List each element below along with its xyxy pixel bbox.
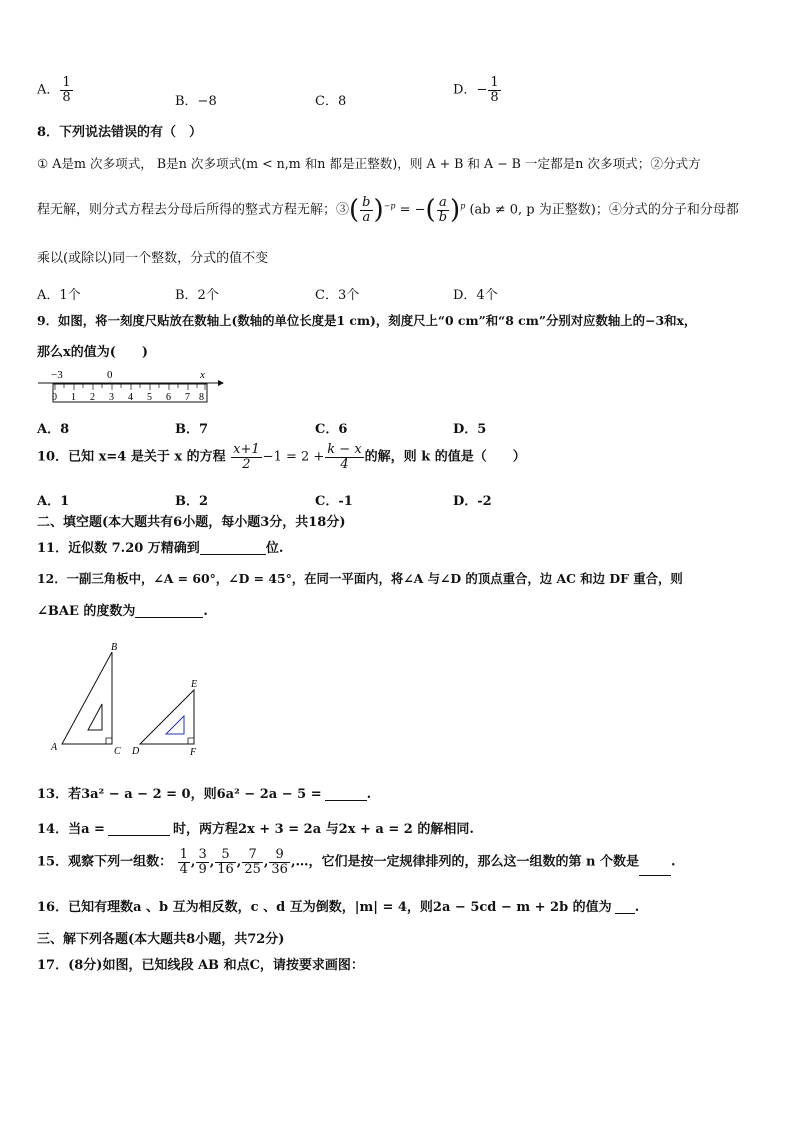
q11-question <box>37 542 283 555</box>
q8-fraction-b-over-a <box>360 196 372 224</box>
q10-option-b: B．2 <box>175 494 209 509</box>
q10-text-b: 的解，则 k 的值是（ ） <box>364 449 526 465</box>
q8-line2-text-a: 程无解，则分式方程去分母后所得的整式方程无解；③ <box>37 202 350 218</box>
q10-option-d: D．-2 <box>453 494 492 509</box>
fraction-denominator: 9 <box>198 861 207 877</box>
q9-option-b: B．7 <box>175 422 209 437</box>
q7-option-d-label: D． <box>453 82 477 98</box>
ruler-label: 4 <box>128 392 133 403</box>
fraction-denominator: a <box>362 209 371 225</box>
fraction-numerator: k − x <box>327 442 362 457</box>
ruler-label: 0 <box>52 392 57 403</box>
fraction-denominator: 8 <box>62 89 71 105</box>
triangle-set-figure <box>48 640 218 758</box>
q8-line2-text-b: (ab ≠ 0, p 为正整数)；④分式的分子和分母都 <box>469 202 739 218</box>
number-line-arrow <box>218 380 224 386</box>
q10-text-a: 10．已知 x=4 是关于 x 的方程 <box>37 449 226 465</box>
fraction-denominator: b <box>438 209 448 225</box>
q12-line2 <box>37 605 208 618</box>
q15-fraction <box>196 848 208 876</box>
axis-label-zero: 0 <box>107 369 113 381</box>
answer-blank[interactable] <box>108 823 170 836</box>
q14-question <box>37 823 474 836</box>
q11-text-a: 11．近似数 7.20 万精确到 <box>37 541 200 556</box>
q16-text-a: 16．已知有理数a 、b 互为相反数，c 、d 互为倒数，|m| = 4，则2a − 5cd − m + 2b 的值为 <box>37 900 612 915</box>
fraction-numerator: 5 <box>215 848 236 863</box>
section-3-heading: 三、解下列各题(本大题共8小题，共72分) <box>37 932 285 947</box>
q12-text-b: . <box>203 604 208 619</box>
fraction-denominator: 36 <box>271 861 288 877</box>
q10-option-c: C．-1 <box>315 494 353 509</box>
q9-option-d: D．5 <box>453 422 487 437</box>
fraction-numerator: x+1 <box>233 442 260 457</box>
q9-option-a: A．8 <box>37 422 70 437</box>
q9-option-c: C．6 <box>315 422 348 437</box>
right-angle-c <box>106 738 112 744</box>
ruler-label: 1 <box>71 392 76 403</box>
label-a: A <box>51 742 58 753</box>
q17-question: 17．(8分)如图，已知线段 AB 和点C，请按要求画图： <box>37 958 364 973</box>
q10-fraction-2 <box>325 443 363 471</box>
axis-label-neg3: −3 <box>51 369 63 381</box>
exponent-neg-p: −p <box>383 201 396 211</box>
q8-option-d: D．4个 <box>453 288 498 303</box>
q15-fraction <box>178 848 190 876</box>
fraction-denominator: 16 <box>217 861 234 877</box>
fraction-numerator: b <box>362 195 371 210</box>
q8-fraction-a-over-b <box>437 196 449 224</box>
q12-line1: 12．一副三角板中，∠A = 60°，∠D = 45°，在同一平面内，将∠A 与∠D 的顶点重合，边 AC 和边 DF 重合，则 <box>37 571 683 586</box>
section-2-heading: 二、填空题(本大题共有6小题，每小题3分，共18分) <box>37 515 346 530</box>
triangle-abc <box>62 652 112 744</box>
q8-statement-line1: ① A是m 次多项式， B是n 次多项式(m < n,m 和n 都是正整数)，则 A + B 和 A − B 一定都是n 次多项式；②分式方 <box>37 156 701 171</box>
q7-option-b: B．−8 <box>175 94 217 109</box>
q13-text-b: . <box>366 787 372 802</box>
q15-question: 15．观察下列一组数： $\frac{1}{4}$ , $\frac{3}{9}$ , $\frac{5}{16}$ , $\frac{7}{25}$ , $\frac{9}{36}$ ,…，它们是按一定规律排列的，那么这一组数的第 n 个数是 . <box>37 847 676 877</box>
fraction-numerator: 9 <box>269 848 290 863</box>
right-angle-f <box>188 738 194 744</box>
fraction-numerator: 3 <box>198 847 207 862</box>
answer-blank[interactable] <box>639 863 671 876</box>
ruler-label: 3 <box>109 392 114 403</box>
q15-fraction <box>242 848 263 876</box>
q7-option-a-fraction <box>60 76 72 104</box>
q11-text-b: 位. <box>265 541 284 556</box>
label-d: D <box>132 746 140 757</box>
q8-statement-line2 <box>37 196 739 224</box>
q9-line1: 9．如图，将一刻度尺贴放在数轴上(数轴的单位长度是1 cm)，刻度尺上“0 cm”和“8 cm”分别对应数轴上的−3和x， <box>37 313 697 328</box>
q7-option-d <box>453 76 502 104</box>
q8-title: 8．下列说法错误的有（ ） <box>37 125 203 140</box>
q12-text-a: ∠BAE 的度数为 <box>37 604 136 619</box>
q8-statement-line3: 乘以(或除以)同一个整数，分式的值不变 <box>37 251 269 266</box>
q10-option-a: A．1 <box>37 494 70 509</box>
q14-text-a: 14．当a = <box>37 822 105 837</box>
left-paren: ( <box>425 195 436 226</box>
fraction-denominator: 4 <box>340 456 349 472</box>
q16-question <box>37 901 639 914</box>
axis-label-x: x <box>200 369 205 381</box>
exponent-p: p <box>460 201 466 211</box>
q10-question <box>37 443 526 471</box>
left-paren: ( <box>349 195 360 226</box>
label-c: C <box>114 746 121 757</box>
ruler-label: 7 <box>185 392 190 403</box>
q13-question <box>37 788 371 801</box>
q10-middle: −1 = 2 + <box>262 449 325 465</box>
ruler-label: 6 <box>166 392 171 403</box>
q15-text-c: . <box>670 854 676 870</box>
q8-option-c: C．3个 <box>315 288 360 303</box>
ruler-label: 5 <box>147 392 152 403</box>
q15-text-a: 15．观察下列一组数： <box>37 854 173 870</box>
q10-fraction-1 <box>231 443 262 471</box>
fraction-numerator: 7 <box>242 848 263 863</box>
triangle-def <box>140 690 194 744</box>
fraction-numerator: 1 <box>490 75 499 90</box>
q15-fraction <box>215 848 236 876</box>
fraction-numerator: a <box>437 196 449 211</box>
ruler-label: 8 <box>199 392 204 403</box>
label-b: B <box>111 642 118 653</box>
q15-text-b: ,…，它们是按一定规律排列的，那么这一组数的第 n 个数是 <box>290 854 639 870</box>
q8-option-a: A．1个 <box>37 288 81 303</box>
label-f: F <box>190 747 197 758</box>
answer-blank[interactable] <box>135 605 203 618</box>
answer-blank[interactable] <box>200 542 266 555</box>
ruler-label: 2 <box>90 392 95 403</box>
answer-blank[interactable] <box>615 901 635 914</box>
q13-text-a: 13．若3a² − a − 2 = 0，则6a² − 2a − 5 = <box>37 787 322 802</box>
q9-line2: 那么x的值为( ) <box>37 345 149 360</box>
triangle-abc-inner <box>88 704 102 730</box>
right-paren: ) <box>373 195 384 226</box>
triangle-def-inner <box>166 716 184 734</box>
label-e: E <box>191 679 198 690</box>
right-paren: ) <box>450 195 461 226</box>
q16-text-b: . <box>634 900 640 915</box>
q14-text-b: 时，两方程2x + 3 = 2a 与2x + a = 2 的解相同. <box>172 822 474 837</box>
ruler-number-line-figure <box>36 366 236 406</box>
fraction-denominator: 25 <box>244 861 261 877</box>
answer-blank[interactable] <box>325 788 367 801</box>
q7-option-d-sign: − <box>476 82 488 98</box>
q15-fraction <box>269 848 290 876</box>
q7-option-a-label: A． <box>37 82 60 98</box>
q8-option-b: B．2个 <box>175 288 219 303</box>
fraction-denominator: 2 <box>242 456 251 472</box>
q8-equals-neg: = − <box>399 202 426 218</box>
q7-option-c: C．8 <box>315 94 347 109</box>
fraction-denominator: 4 <box>179 861 188 877</box>
fraction-numerator: 1 <box>62 75 71 90</box>
q7-option-a <box>37 76 74 104</box>
fraction-numerator: 1 <box>179 847 188 862</box>
fraction-denominator: 8 <box>490 89 499 105</box>
q7-option-d-fraction <box>488 76 500 104</box>
